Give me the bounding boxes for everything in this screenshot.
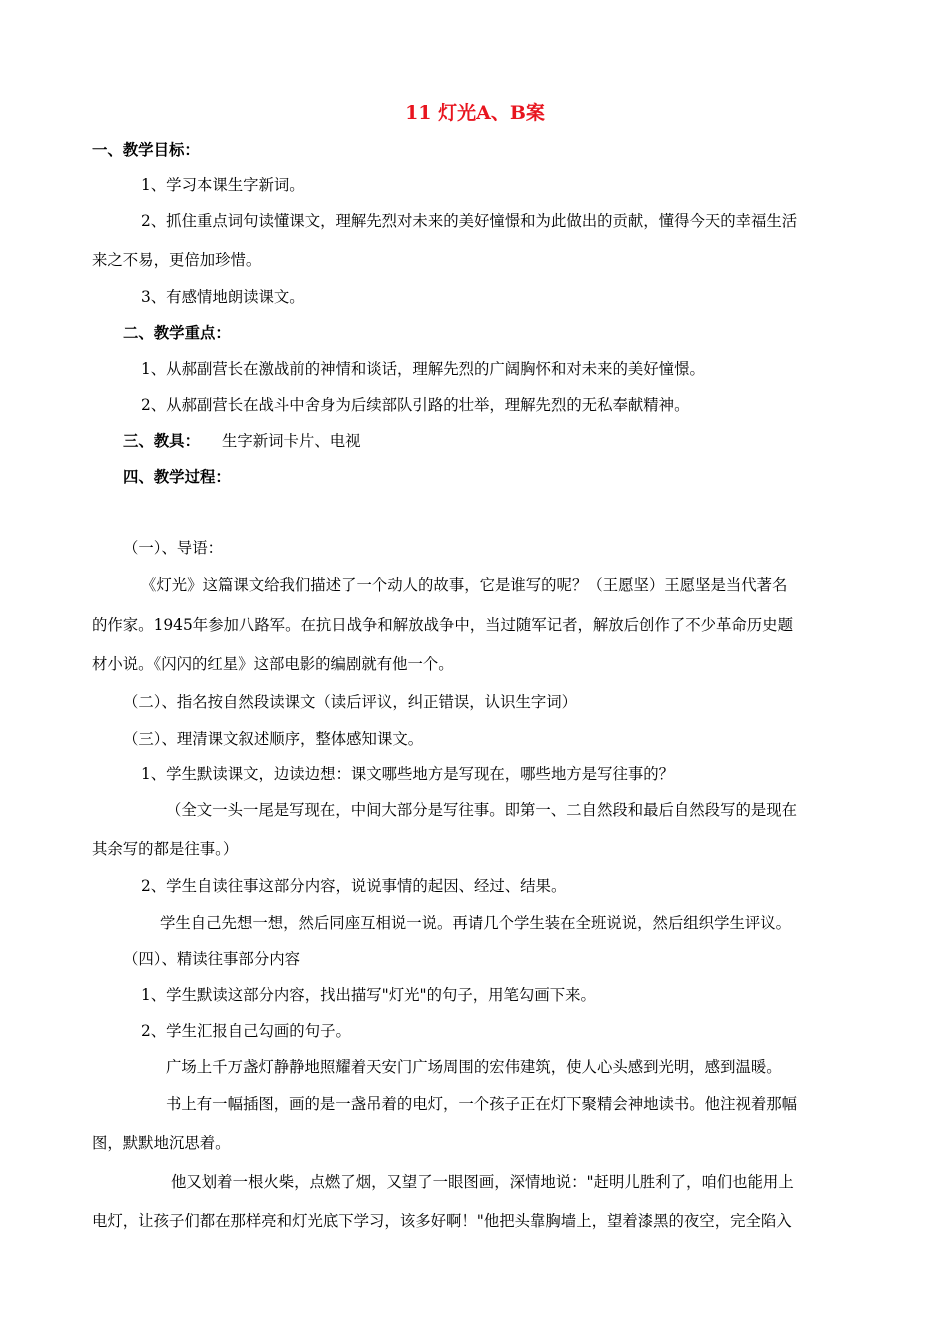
process-heading: 四、教学过程： — [123, 468, 231, 486]
tools-text: 生字新词卡片、电视 — [221, 432, 361, 450]
quoted-sentence: 书上有一幅插图，画的是一盏吊着的电灯，一个孩子正在灯下聚精会神地读书。他注视着那幅 — [166, 1095, 798, 1113]
key-points-heading: 二、教学重点： — [123, 324, 231, 342]
quoted-sentence: 他又划着一根火柴，点燃了烟，又望了一眼图画，深情地说："赶明儿胜利了，咱们也能用上 — [171, 1173, 794, 1191]
tools-heading: 三、教具： — [123, 432, 200, 450]
subsection-heading: （三）、理清课文叙述顺序，整体感知课文。 — [123, 730, 424, 748]
subsection-heading: （一）、导语： — [123, 539, 224, 557]
objective-item: 3、有感情地朗读课文。 — [141, 288, 305, 306]
paragraph-line: 1、学生默读课文，边读边想：课文哪些地方是写现在，哪些地方是写往事的？ — [141, 765, 675, 783]
paragraph-line: 的作家。1945年参加八路军。在抗日战争和解放战争中，当过随军记者，解放后创作了不少革命历史题 — [92, 616, 793, 634]
objective-item: 1、学习本课生字新词。 — [141, 176, 305, 194]
subsection-heading: （二）、指名按自然段读课文（读后评议，纠正错误，认识生字词） — [123, 693, 578, 711]
tools-line — [123, 430, 361, 452]
quoted-sentence: 广场上千万盏灯静静地照耀着天安门广场周围的宏伟建筑，使人心头感到光明，感到温暖。 — [166, 1058, 782, 1076]
key-point-item: 2、从郝副营长在战斗中舍身为后续部队引路的壮举，理解先烈的无私奉献精神。 — [141, 396, 690, 414]
quoted-sentence: 电灯，让孩子们都在那样亮和灯光底下学习，该多好啊！"他把头靠胸墙上，望着漆黑的夜空，完全陷入 — [92, 1212, 792, 1230]
paragraph-line: 学生自己先想一想，然后同座互相说一说。再请几个学生装在全班说说，然后组织学生评议。 — [160, 914, 792, 932]
paragraph-line: 材小说。《闪闪的红星》这部电影的编剧就有他一个。 — [92, 655, 454, 673]
paragraph-line: 2、学生汇报自己勾画的句子。 — [141, 1022, 351, 1040]
objective-item: 2、抓住重点词句读懂课文，理解先烈对未来的美好憧憬和为此做出的贡献，懂得今天的幸福生活 — [141, 212, 798, 230]
key-point-item: 1、从郝副营长在激战前的神情和谈话，理解先烈的广阔胸怀和对未来的美好憧憬。 — [141, 360, 705, 378]
paragraph-line: 其余写的都是往事。） — [92, 840, 239, 858]
quoted-sentence: 图，默默地沉思着。 — [92, 1134, 231, 1152]
paragraph-line: 《灯光》这篇课文给我们描述了一个动人的故事，它是谁写的呢？（王愿坚）王愿坚是当代著名 — [141, 576, 788, 594]
paragraph-line: 2、学生自读往事这部分内容，说说事情的起因、经过、结果。 — [141, 877, 567, 895]
objectives-heading: 一、教学目标： — [92, 141, 200, 159]
subsection-heading: （四）、精读往事部分内容 — [123, 950, 300, 968]
document-title: 11 灯光A、B案 — [405, 102, 545, 124]
objective-item-continued: 来之不易，更倍加珍惜。 — [92, 251, 262, 269]
paragraph-line: （全文一头一尾是写现在，中间大部分是写往事。即第一、二自然段和最后自然段写的是现在 — [166, 801, 798, 819]
paragraph-line: 1、学生默读这部分内容，找出描写"灯光"的句子，用笔勾画下来。 — [141, 986, 596, 1004]
